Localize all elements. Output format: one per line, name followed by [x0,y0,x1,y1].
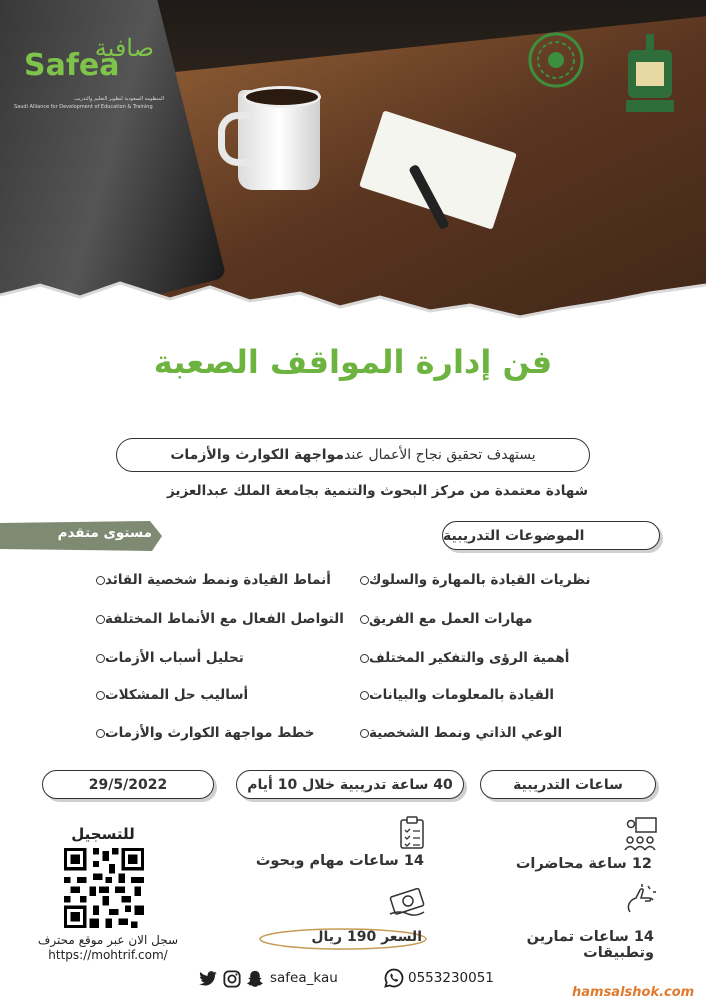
topic-item: التواصل الفعال مع الأنماط المختلفة [86,611,346,627]
topic-item: أنماط القيادة ونمط شخصية القائد [86,572,346,588]
bullet-icon [96,729,105,738]
tasks-stat: 14 ساعات مهام وبحوث [255,853,424,869]
topic-item: مهارات العمل مع الفريق [350,611,650,627]
exercise-icon [622,882,658,918]
duration-pill: 40 ساعة تدريبية خلال 10 أيام [236,770,464,799]
whatsapp-icon[interactable] [384,968,404,988]
topic-item: الوعي الذاتي ونمط الشخصية [350,725,650,741]
course-goal-pill [116,438,590,472]
social-handle[interactable]: safea_kau [270,970,338,986]
watermark: hamsalshok.com [572,985,695,1000]
lectures-stat: 12 ساعة محاضرات [515,856,652,872]
hero-photo [0,0,706,330]
registration-note: سجل الان عبر موقع محترف [37,933,179,947]
hours-header: ساعات التدريبية [480,770,656,799]
topic-item: أهمية الرؤى والتفكير المختلف [350,650,650,666]
topics-header: الموضوعات التدريبية [442,521,660,550]
coffee-mug-image [238,90,320,190]
topic-item: القيادة بالمعلومات والبيانات [350,687,650,703]
date-pill: 29/5/2022 [42,770,214,799]
instagram-icon[interactable] [223,970,241,988]
social-icons [198,968,264,990]
topic-item: أساليب حل المشكلات [86,687,346,703]
safea-logo-arabic: صافية [94,34,154,62]
torn-paper-edge [0,235,706,330]
topic-item: خطط مواجهة الكوارث والأزمات [86,725,346,741]
bullet-icon [96,691,105,700]
bullet-icon [96,654,105,663]
money-icon [388,884,428,918]
registration-title: للتسجيل [71,825,135,843]
phone-number[interactable]: 0553230051 [408,970,494,986]
bullet-icon [96,615,105,624]
certificate-note: شهادة معتمدة من مركز البحوث والتنمية بجامعة الملك عبدالعزيز [167,483,588,499]
bullet-icon [360,729,369,738]
bullet-icon [96,576,105,585]
topic-item: نظريات القيادة بالمهارة والسلوك [350,572,650,588]
bullet-icon [360,654,369,663]
price-label: السعر 190 ريال [311,929,422,945]
safea-caption-ar: المنظومة السعودية لتطوير التعليم والتدريب [74,96,164,102]
safea-logo-english: Safea [24,48,120,83]
safea-logo [14,34,164,110]
twitter-icon[interactable] [198,971,218,987]
kau-university-logo [622,30,678,118]
bullet-icon [360,615,369,624]
task-list-icon [398,816,426,850]
snapchat-icon[interactable] [246,970,264,988]
level-badge-text: مستوى متقدم [57,525,152,541]
course-goal-prefix: يستهدف تحقيق نجاح الأعمال عند [344,447,536,463]
course-goal-highlight: مواجهة الكوارث والأزمات [170,447,345,463]
course-title: فن إدارة المواقف الصعبة [153,343,553,381]
bullet-icon [360,576,369,585]
registration-url[interactable]: https://mohtrif.com/ [48,948,168,962]
qr-code[interactable] [64,848,144,928]
lecture-icon [622,816,658,852]
topic-item: تحليل أسباب الأزمات [86,650,346,666]
bullet-icon [360,691,369,700]
research-center-logo [526,30,586,90]
exercises-stat: 14 ساعات تمارين وتطبيقات [526,929,654,961]
safea-caption-en: Saudi Alliance for Development of Education & Training [14,104,153,110]
